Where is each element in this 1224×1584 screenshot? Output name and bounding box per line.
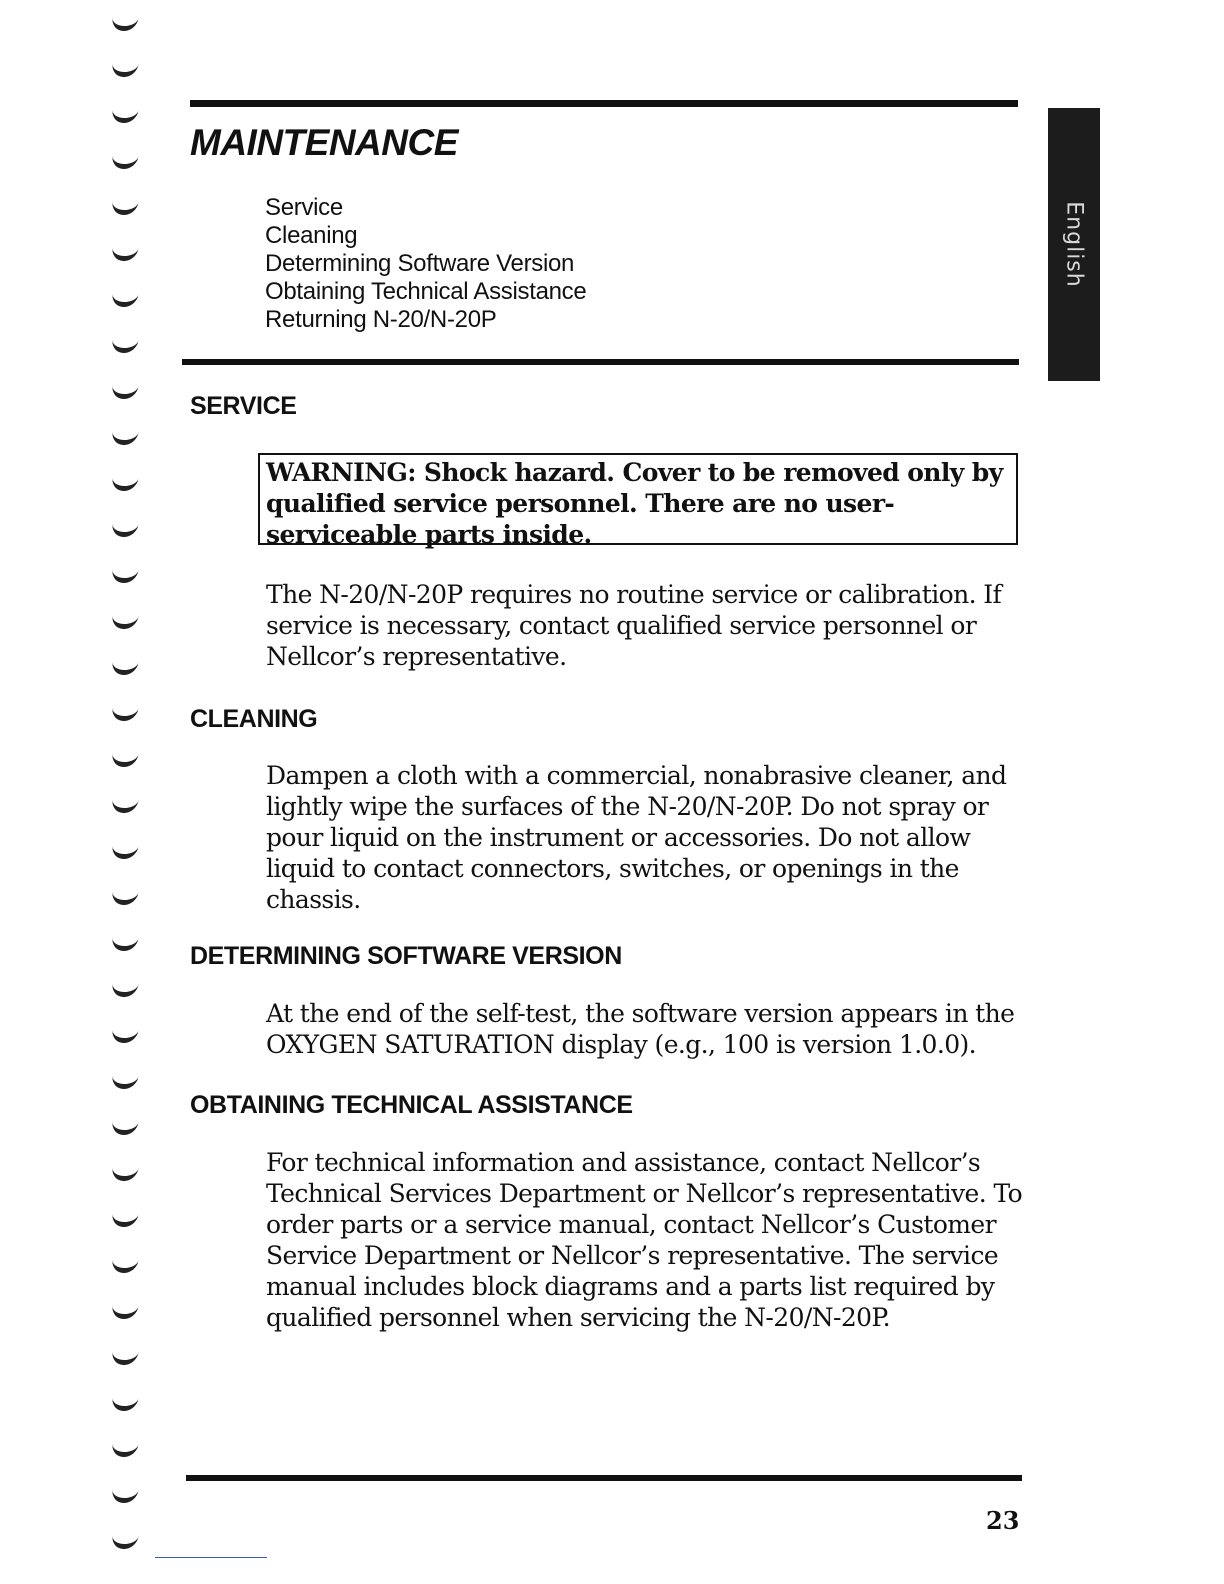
software-version-paragraph	[266, 998, 1014, 1060]
chapter-title: MAINTENANCE	[190, 122, 458, 163]
binding-hole	[111, 612, 139, 629]
paragraph-line: Service Department or Nellcor’s representative. The service	[266, 1241, 999, 1270]
binding-hole	[111, 336, 139, 353]
binding-hole	[111, 1026, 139, 1043]
binding-hole	[111, 934, 139, 951]
paragraph-line: service is necessary, contact qualified service personnel or	[266, 611, 977, 640]
cleaning-paragraph	[266, 760, 1006, 915]
footer-rule	[186, 1475, 1022, 1481]
toc-item: Service	[265, 194, 343, 221]
binding-hole	[111, 520, 139, 537]
toc-item: Returning N-20/N-20P	[265, 306, 497, 333]
chapter-contents	[265, 194, 586, 334]
paragraph-line: Dampen a cloth with a commercial, nonabrasive cleaner, and	[266, 761, 1007, 790]
software-version-heading: DETERMINING SOFTWARE VERSION	[190, 942, 622, 970]
service-paragraph	[266, 579, 1001, 672]
binding-hole	[111, 244, 139, 261]
binding-hole	[111, 1440, 139, 1457]
binding-hole	[111, 1164, 139, 1181]
page-number: 23	[986, 1506, 1020, 1535]
cleaning-heading: CLEANING	[190, 705, 318, 733]
toc-bottom-rule	[182, 359, 1019, 365]
binding-hole	[111, 1256, 139, 1273]
binding-hole	[111, 1532, 139, 1549]
binding-hole	[111, 750, 139, 767]
binding-hole	[111, 1072, 139, 1089]
language-tab	[1048, 108, 1100, 381]
toc-item: Determining Software Version	[265, 250, 575, 277]
binding-hole	[111, 106, 139, 123]
binding-hole	[111, 428, 139, 445]
binding-hole	[111, 1118, 139, 1135]
paragraph-line: OXYGEN SATURATION display (e.g., 100 is version 1.0.0).	[266, 1030, 977, 1059]
scan-artifact-line	[155, 1557, 267, 1558]
paragraph-line: liquid to contact connectors, switches, or openings in the	[266, 854, 959, 883]
binding-hole	[111, 888, 139, 905]
paragraph-line: For technical information and assistance, contact Nellcor’s	[266, 1148, 981, 1177]
toc-item: Obtaining Technical Assistance	[265, 278, 587, 305]
warning-line: serviceable parts inside.	[266, 520, 592, 549]
binding-hole	[111, 198, 139, 215]
binding-hole	[111, 1302, 139, 1319]
technical-assistance-paragraph	[266, 1147, 1022, 1333]
binding-hole	[111, 658, 139, 675]
binding-hole	[111, 474, 139, 491]
service-heading: SERVICE	[190, 392, 297, 420]
binding-hole	[111, 290, 139, 307]
binding-hole	[111, 1210, 139, 1227]
binding-hole	[111, 60, 139, 77]
paragraph-line: pour liquid on the instrument or accessories. Do not allow	[266, 823, 971, 852]
binding-hole	[111, 152, 139, 169]
binding-hole	[111, 14, 139, 31]
binding-hole	[111, 566, 139, 583]
binding-hole	[111, 980, 139, 997]
binding-hole	[111, 1394, 139, 1411]
binding-hole	[111, 842, 139, 859]
paragraph-line: The N-20/N-20P requires no routine service or calibration. If	[266, 580, 1002, 609]
top-rule	[190, 100, 1018, 107]
binding-hole	[111, 1348, 139, 1365]
warning-line: WARNING: Shock hazard. Cover to be removed only by	[266, 458, 1003, 487]
binding-hole	[111, 382, 139, 399]
paragraph-line: manual includes block diagrams and a parts list required by	[266, 1272, 995, 1301]
paragraph-line: Nellcor’s representative.	[266, 642, 567, 671]
paragraph-line: At the end of the self-test, the software version appears in the	[266, 999, 1015, 1028]
paragraph-line: chassis.	[266, 885, 361, 914]
warning-box	[258, 453, 1018, 549]
binding-hole	[111, 1486, 139, 1503]
technical-assistance-heading: OBTAINING TECHNICAL ASSISTANCE	[190, 1091, 633, 1119]
paragraph-line: lightly wipe the surfaces of the N-20/N-20P. Do not spray or	[266, 792, 989, 821]
toc-item: Cleaning	[265, 222, 358, 249]
paragraph-line: order parts or a service manual, contact Nellcor’s Customer	[266, 1210, 996, 1239]
binding-hole	[111, 796, 139, 813]
paragraph-line: qualified personnel when servicing the N-20/N-20P.	[266, 1303, 890, 1332]
paragraph-line: Technical Services Department or Nellcor’s representative. To	[266, 1179, 1023, 1208]
warning-line: qualified service personnel. There are no user-	[266, 489, 895, 518]
binding-hole	[111, 704, 139, 721]
language-tab-label: English	[1061, 201, 1087, 288]
